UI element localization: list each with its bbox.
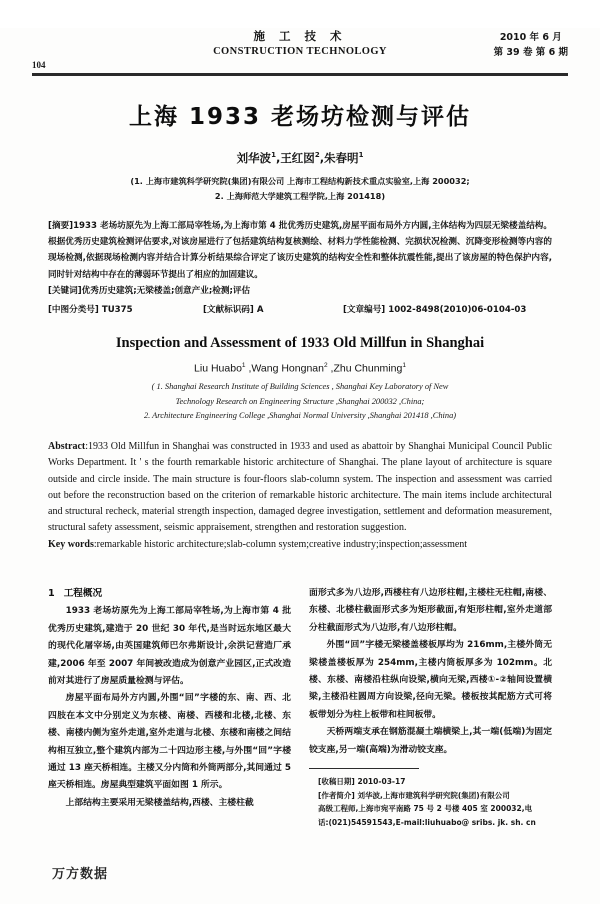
body-column-right [309, 585, 552, 829]
wanfang-watermark: 万方数据 [52, 867, 109, 882]
body-paragraph: 上部结构主要采用无梁楼盖结构,西楼、主楼柱截 [65, 797, 254, 808]
articleid-value: 1002-8498(2010)06-0104-03 [388, 304, 527, 315]
abstract-block-en [48, 439, 552, 553]
section-number: 1 [48, 588, 55, 599]
article-title-cn: 上海 1933 老场坊检测与评估 [128, 103, 472, 130]
classification-line [48, 302, 552, 318]
doccode-value: A [256, 304, 264, 315]
affiliation-en-line: Technology Research on Engineering Structure ,Shanghai 200032 ,China; [175, 396, 425, 406]
author-bio-line: 刘华波,上海市建筑科学研究院(集团)有限公司 [357, 790, 510, 800]
issue-volume: 第 39 卷 第 6 期 [493, 47, 568, 58]
affiliation-cn [0, 174, 600, 204]
abstract-text-cn: 1933 老场坊原先为上海工部局宰牲场,为上海市第 4 批优秀历史建筑,房屋平面布局外方内圆,主体结构为四层无梁楼盖结构。根据优秀历史建筑检测评估要求,对该房屋进行了包括建筑结构复核测绘、材料力学性能检测、完损状况检测、沉降变形检测等内容的现场检测,依据现场检测内容并结合计算分析结果综合评定了该历史建筑的结构安全性和整体抗震性能,提出了该房屋的特色保护内容,同时针对结构中存在的薄弱环节提出了相应的加固建议。 [48, 220, 552, 280]
body-paragraph: 1933 老场坊原先为上海工部局宰牲场,为上海市第 4 批优秀历史建筑,建造于 20 世纪 30 年代,是当时远东地区最大的现代化屠宰场,由英国建筑师巴尔弗斯设计,余洪记营造厂承建,2006 年至 2007 年间被改造成为创意产业园区,正式改造前对其进行了房屋质量检测与评估。 [48, 606, 291, 687]
issue-date: 2010 年 6 月 [499, 32, 562, 43]
keywords-label-cn: [关键词] [48, 286, 82, 297]
received-label: [收稿日期] [318, 777, 355, 787]
articleid-label: [文章编号] [343, 304, 386, 315]
author-affil-marker: 1 [271, 150, 276, 159]
abstract-block-cn [48, 218, 552, 318]
affiliation-cn-line: (1. 上海市建筑科学研究院(集团)有限公司 上海市工程结构新技术重点实验室,上海 200032; [130, 175, 470, 186]
doccode-label: [文献标识码] [203, 304, 254, 315]
body-paragraph: 面形式多为八边形,西楼柱有八边形柱帽,主楼柱无柱帽,南楼、东楼、北楼柱截面形式多为矩形截面,有矩形柱帽,室外走道部分柱截面形式为八边形,有八边形柱帽。 [309, 588, 552, 633]
author-name-en: Wang Hongnan [251, 362, 324, 375]
affiliation-en-line: ( 1. Shanghai Research Institute of Building Sciences , Shanghai Key Laboratory of New [151, 382, 449, 392]
author-name-cn: 刘华波 [236, 150, 272, 165]
header-rule [32, 73, 568, 76]
footnote-rule [309, 768, 419, 769]
abstract-text-en: :1933 Old Millfun in Shanghai was constructed in 1933 and used as abattoir by Shanghai Municipal Council Public Works Department. It ' s the fourth remarkable historic architecture of Shanghai. The plane layout of architecture is square outside and circle inside. The main structure is four-floors slab-column system. The inspection and assessment was carried out before the reconstruction based on the criterion of remarkable historic architecture. The main items include architectural and structural recheck, material strength inspection, damaged degree investigation, settlement and deformation measurement, structural safety assessment, seismic appraisement, strengthen and restoration suggestion. [48, 440, 552, 534]
abstract-label-en: Abstract [48, 440, 86, 452]
keywords-text-cn: 优秀历史建筑;无梁楼盖;创意产业;检测;评估 [81, 286, 251, 297]
page-number: 104 [32, 60, 46, 70]
doccode-segment [203, 302, 343, 318]
author-bio-line: 话:(021)54591543,E-mail:liuhuabo@ sribs. jk. sh. cn [318, 817, 536, 827]
body-column-left [48, 585, 291, 829]
received-value: 2010-03-17 [357, 777, 406, 787]
clc-segment [48, 302, 203, 318]
abstract-en [48, 439, 552, 537]
articleid-segment [343, 302, 552, 318]
keywords-cn [48, 283, 552, 299]
keywords-text-en: :remarkable historic architecture;slab-column system;creative industry;inspection;assessment [93, 538, 468, 550]
author-affil-marker: 1 [402, 361, 406, 369]
author-name-en: Zhu Chunming [333, 362, 403, 375]
section-title: 工程概况 [63, 588, 103, 599]
affiliation-cn-line: 2. 上海师范大学建筑工程学院,上海 201418) [214, 190, 386, 201]
affiliation-en-line: 2. Architecture Engineering College ,Shanghai Normal University ,Shanghai 201418 ,China) [143, 411, 457, 421]
clc-value: TU375 [101, 304, 133, 315]
running-head [32, 28, 568, 72]
journal-title-cn: 施 工 技 术 [253, 29, 347, 43]
journal-page [0, 28, 600, 904]
body-columns [48, 585, 552, 829]
affiliation-en [0, 380, 600, 424]
author-affil-marker: 2 [314, 150, 320, 159]
body-paragraph: 天桥两端支承在钢筋混凝土端横梁上,其一端(低端)为固定铰支座,另一端(高端)为滑动铰支座。 [309, 727, 552, 755]
journal-masthead [32, 28, 568, 59]
abstract-label-cn: [摘要] [48, 220, 74, 231]
author-name-cn: 朱春明 [324, 150, 359, 165]
body-paragraph: 房屋平面布局外方内圆,外围“回”字楼的东、南、西、北四肢在本文中分别定义为东楼、南楼、西楼和北楼,北楼、东楼、南楼内侧为室外走道,室外走道与北楼、东楼和南楼之间结构相互独立,整个建筑内部为二十四边形主楼,与外围“回”字楼通过 13 座天桥相连。主楼又分内筒和外筒两部分,其间通过 5 座天桥相连。房屋典型建筑平面如图 1 所示。 [48, 693, 291, 791]
keywords-en [48, 537, 552, 553]
body-paragraph: 外围“回”字楼无梁楼盖楼板厚均为 216mm,主楼外筒无梁楼盖楼板厚为 254mm,主楼内筒板厚多为 102mm。北楼、东楼、南楼沿柱纵向设梁,横向无梁,西楼①-②轴间设置横梁,主楼沿柱圆周方向设梁,径向无梁。楼板按其配筋方式可将板带划分为柱上板带和柱间板带。 [309, 640, 552, 720]
footnote-block [309, 775, 552, 829]
clc-label: [中图分类号] [48, 304, 99, 315]
authors-en: Liu Huabo$^1$ ,Wang Hongnan$^2$ ,Zhu Chunming$^1$ [194, 361, 406, 375]
author-name-en: Liu Huabo [194, 362, 242, 375]
article-title-en: Inspection and Assessment of 1933 Old Millfun in Shanghai [115, 334, 485, 351]
journal-title-en: CONSTRUCTION TECHNOLOGY [213, 46, 387, 57]
section-heading-1 [48, 585, 291, 602]
author-affil-marker: 2 [323, 361, 328, 369]
keywords-label-en: Key words [48, 538, 94, 550]
author-bio [318, 789, 552, 803]
author-affil-marker: 1 [358, 150, 364, 159]
issue-info [494, 30, 568, 60]
author-bio-label: [作者简介] [318, 790, 355, 800]
author-affil-marker: 1 [241, 361, 246, 369]
author-name-cn: 王红囡 [280, 150, 315, 165]
author-bio-line: 高级工程师,上海市宛平南路 75 号 2 号楼 405 室 200032,电 [318, 804, 533, 814]
abstract-cn [48, 218, 552, 284]
authors-cn: 刘华波$^1$,王红囡$^2$,朱春明$^1$ [236, 150, 364, 165]
received-date [318, 775, 552, 789]
